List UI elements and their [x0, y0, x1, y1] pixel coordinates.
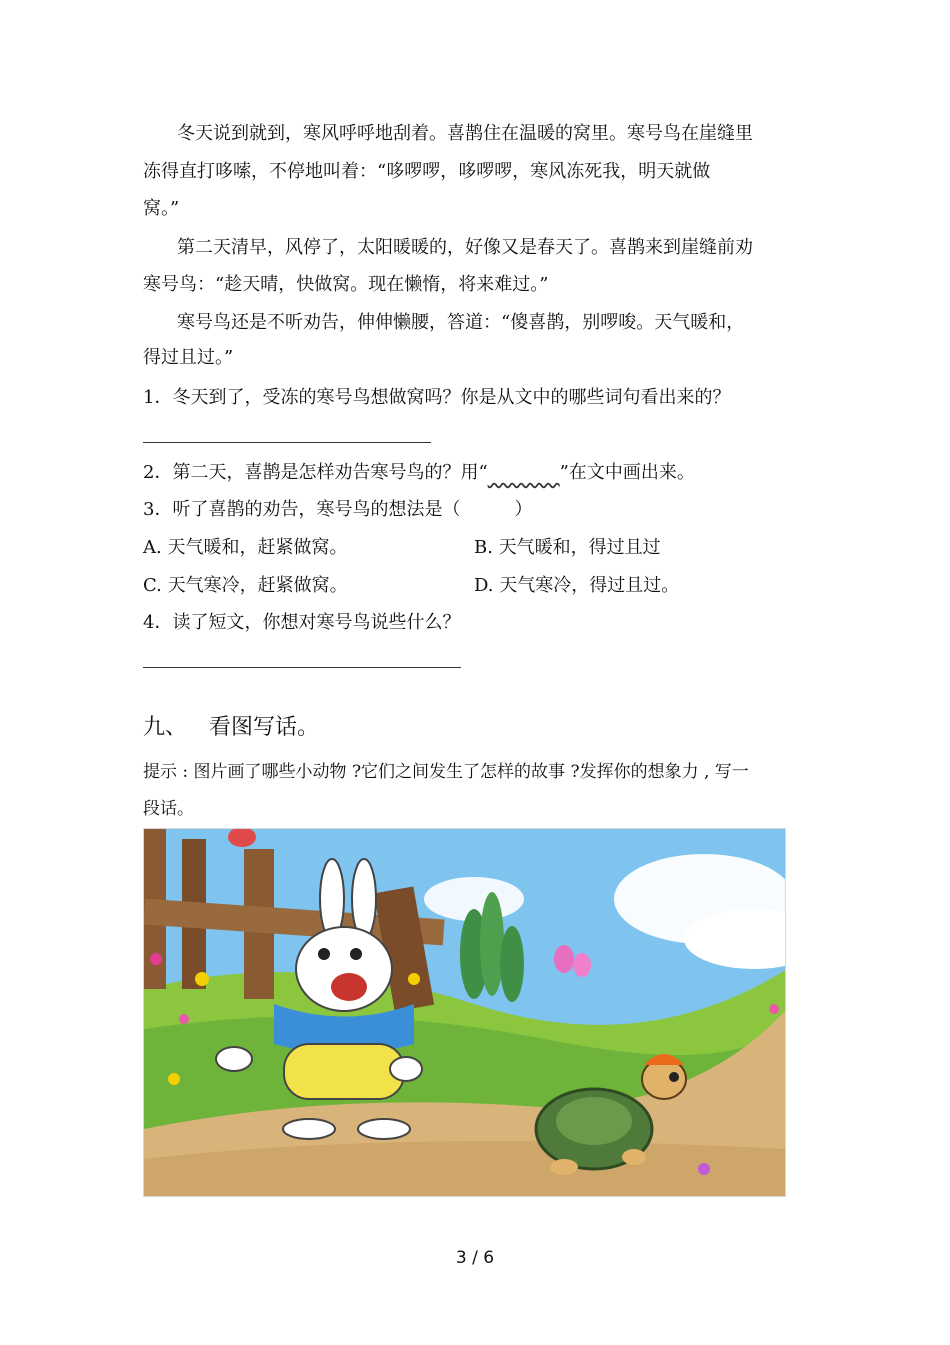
- answer-line-4[interactable]: [143, 667, 461, 668]
- option-b[interactable]: B. 天气暖和，得过且过: [474, 537, 661, 558]
- question-2-text-before: 2．第二天，喜鹊是怎样劝告寒号鸟的？用“: [143, 462, 488, 483]
- wavy-line-mark: [488, 462, 560, 483]
- section-heading: [143, 713, 319, 743]
- passage-line-4: 第二天清早，风停了，太阳暖暖的，好像又是春天了。喜鹊来到崖缝前劝: [177, 237, 753, 258]
- illustration-svg: [144, 829, 786, 1197]
- question-3: 3．听了喜鹊的劝告，寒号鸟的想法是（ ）: [143, 499, 533, 520]
- option-d[interactable]: D. 天气寒冷，得过且过。: [474, 575, 680, 596]
- hint-line-2: 段话。: [143, 799, 194, 819]
- section-number: 九、: [143, 715, 188, 740]
- passage-line-2: 冻得直打哆嗦，不停地叫着：“哆啰啰，哆啰啰，寒风冻死我，明天就做: [143, 161, 711, 182]
- passage-line-6: 寒号鸟还是不听劝告，伸伸懒腰，答道：“傻喜鹊，别啰唆。天气暖和，: [177, 312, 745, 333]
- section-title: 看图写话。: [209, 715, 320, 740]
- question-2-text-after: ”在文中画出来。: [559, 462, 695, 483]
- page-number: 3 / 6: [455, 1248, 495, 1268]
- question-1: 1．冬天到了，受冻的寒号鸟想做窝吗？你是从文中的哪些词句看出来的？: [143, 387, 731, 408]
- passage-line-1: 冬天说到就到，寒风呼呼地刮着。喜鹊住在温暖的窝里。寒号鸟在崖缝里: [177, 123, 753, 144]
- hint-line-1: 提示 : 图片画了哪些小动物 ?它们之间发生了怎样的故事 ?发挥你的想象力 , 写一: [143, 762, 749, 782]
- answer-line-1[interactable]: [143, 442, 431, 443]
- passage-line-3: 窝。”: [143, 198, 180, 219]
- passage-line-5: 寒号鸟：“趁天晴，快做窝。现在懒惰，将来难过。”: [143, 274, 549, 295]
- illustration-rabbit-tortoise: [143, 828, 786, 1197]
- question-2: [143, 461, 695, 485]
- question-4: 4．读了短文，你想对寒号鸟说些什么？: [143, 612, 461, 633]
- option-c[interactable]: C. 天气寒冷，赶紧做窝。: [143, 575, 348, 596]
- passage-line-7: 得过且过。”: [143, 347, 234, 368]
- option-a[interactable]: A. 天气暖和，赶紧做窝。: [143, 537, 348, 558]
